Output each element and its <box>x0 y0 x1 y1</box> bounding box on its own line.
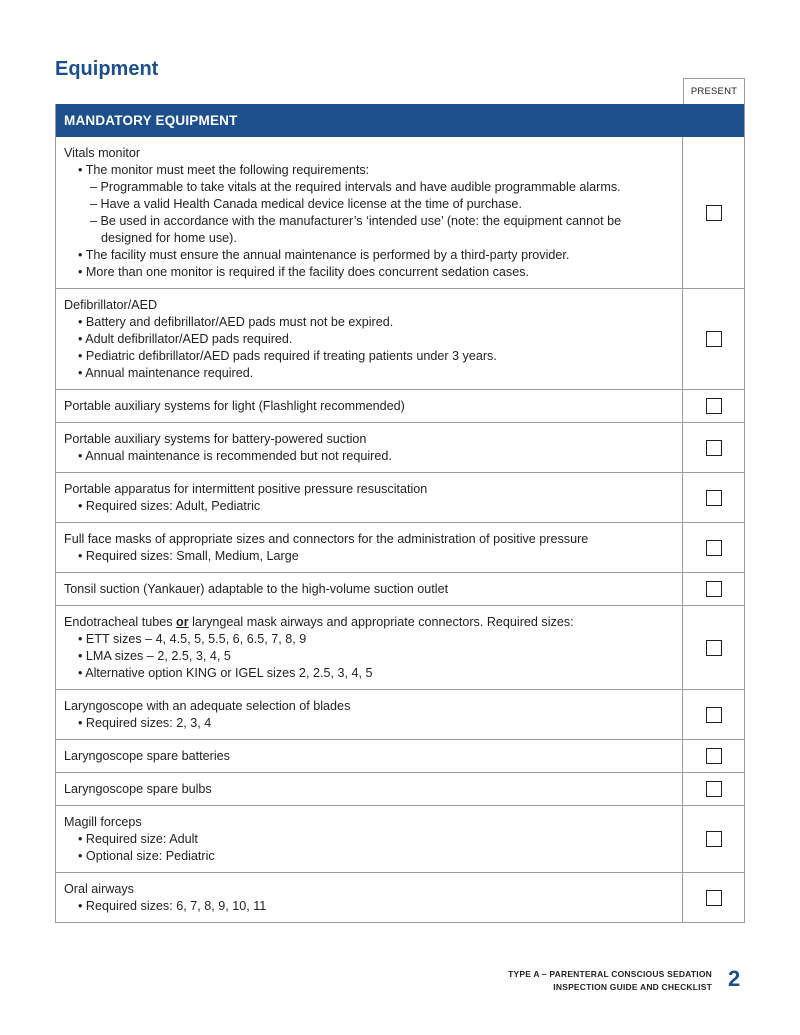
dash-marker: – <box>90 197 101 211</box>
footer-line-1: TYPE A – PARENTERAL CONSCIOUS SEDATION <box>508 969 712 979</box>
present-cell <box>683 690 744 739</box>
requirement-text: Alternative option KING or IGEL sizes 2, 2.5, 3, 4, 5 <box>85 666 373 680</box>
sub-requirement-text: Programmable to take vitals at the required intervals and have audible programmable alarms. <box>100 180 621 194</box>
present-cell <box>683 806 744 872</box>
equipment-item-title: Laryngoscope spare bulbs <box>64 782 212 796</box>
requirement-bullet <box>64 848 672 865</box>
sub-requirement <box>64 196 672 213</box>
equipment-item-title: Portable auxiliary systems for battery-powered suction <box>64 432 367 446</box>
requirement-text: More than one monitor is required if the facility does concurrent sedation cases. <box>85 265 530 279</box>
present-checkbox[interactable] <box>706 331 722 347</box>
equipment-item-title: Portable apparatus for intermittent positive pressure resuscitation <box>64 482 428 496</box>
requirement-text: Adult defibrillator/AED pads required. <box>85 332 293 346</box>
dash-marker: – <box>90 180 101 194</box>
bullet-marker: • <box>78 649 86 663</box>
present-cell <box>683 137 744 288</box>
equipment-rows <box>56 137 744 923</box>
equipment-row <box>56 873 744 923</box>
footer-line-2: INSPECTION GUIDE AND CHECKLIST <box>553 982 712 992</box>
requirement-text: Annual maintenance required. <box>85 366 254 380</box>
bullet-marker: • <box>78 248 86 262</box>
equipment-item-title: Oral airways <box>64 882 134 896</box>
equipment-row <box>56 740 744 773</box>
requirement-text: Pediatric defibrillator/AED pads required if treating patients under 3 years. <box>85 349 497 363</box>
requirement-bullet <box>64 898 672 915</box>
bullet-marker: • <box>78 832 86 846</box>
requirement-bullet <box>64 162 672 179</box>
present-checkbox[interactable] <box>706 707 722 723</box>
present-checkbox[interactable] <box>706 781 722 797</box>
bullet-marker: • <box>78 632 86 646</box>
bullet-marker: • <box>78 899 86 913</box>
equipment-row <box>56 473 744 523</box>
requirement-bullet <box>64 365 672 382</box>
present-cell <box>683 606 744 689</box>
requirement-bullet <box>64 548 672 565</box>
requirement-text: The monitor must meet the following requirements: <box>85 163 370 177</box>
equipment-item <box>56 773 683 805</box>
bullet-marker: • <box>78 666 86 680</box>
bullet-marker: • <box>78 315 86 329</box>
equipment-item <box>56 473 683 522</box>
requirement-text: Optional size: Pediatric <box>85 849 215 863</box>
bullet-marker: • <box>78 449 86 463</box>
bullet-marker: • <box>78 265 86 279</box>
requirement-text: Required sizes: 6, 7, 8, 9, 10, 11 <box>85 899 267 913</box>
present-cell <box>683 873 744 922</box>
present-cell <box>683 573 744 605</box>
requirement-text: Required sizes: Small, Medium, Large <box>85 549 299 563</box>
equipment-item <box>56 390 683 422</box>
present-checkbox[interactable] <box>706 540 722 556</box>
requirement-text: ETT sizes – 4, 4.5, 5, 5.5, 6, 6.5, 7, 8, 9 <box>85 632 307 646</box>
equipment-row <box>56 806 744 873</box>
equipment-item-title: Full face masks of appropriate sizes and connectors for the administration of positive pressure <box>64 532 589 546</box>
bullet-marker: • <box>78 349 86 363</box>
requirement-bullet <box>64 314 672 331</box>
present-cell <box>683 423 744 472</box>
requirement-bullet <box>64 665 672 682</box>
page-number: 2 <box>728 966 741 991</box>
present-checkbox[interactable] <box>706 831 722 847</box>
equipment-item-title: Defibrillator/AED <box>64 298 158 312</box>
page-title: Equipment <box>55 58 159 80</box>
present-checkbox[interactable] <box>706 890 722 906</box>
requirement-text: Battery and defibrillator/AED pads must not be expired. <box>85 315 394 329</box>
requirement-bullet <box>64 831 672 848</box>
present-cell <box>683 773 744 805</box>
requirement-bullet <box>64 448 672 465</box>
equipment-row <box>56 289 744 390</box>
requirement-text: LMA sizes – 2, 2.5, 3, 4, 5 <box>85 649 231 663</box>
present-checkbox[interactable] <box>706 205 722 221</box>
sub-requirement-text: Have a valid Health Canada medical device license at the time of purchase. <box>100 197 522 211</box>
present-checkbox[interactable] <box>706 640 722 656</box>
title-text: laryngeal mask airways and appropriate connectors. Required sizes: <box>188 615 574 629</box>
equipment-item <box>56 606 683 689</box>
bullet-marker: • <box>78 849 86 863</box>
requirement-bullet <box>64 247 672 264</box>
equipment-row <box>56 606 744 690</box>
title-text: Endotracheal tubes <box>64 615 177 629</box>
equipment-row <box>56 690 744 740</box>
equipment-item <box>56 740 683 772</box>
equipment-item <box>56 137 683 288</box>
sub-requirement <box>64 179 672 196</box>
section-header: MANDATORY EQUIPMENT <box>56 104 744 137</box>
present-cell <box>683 289 744 389</box>
equipment-item-title <box>64 614 672 631</box>
sub-requirement-text: Be used in accordance with the manufacturer’s ‘intended use’ (note: the equipment cannot be designed for home use). <box>100 214 622 245</box>
equipment-item <box>56 573 683 605</box>
requirement-bullet <box>64 331 672 348</box>
equipment-item <box>56 873 683 922</box>
present-checkbox[interactable] <box>706 398 722 414</box>
requirement-text: Required sizes: 2, 3, 4 <box>85 716 212 730</box>
present-checkbox[interactable] <box>706 748 722 764</box>
equipment-item <box>56 289 683 389</box>
requirement-bullet <box>64 264 672 281</box>
equipment-row <box>56 573 744 606</box>
present-cell <box>683 523 744 572</box>
equipment-item <box>56 806 683 872</box>
requirement-text: Annual maintenance is recommended but not required. <box>85 449 392 463</box>
bullet-marker: • <box>78 332 86 346</box>
present-checkbox[interactable] <box>706 440 722 456</box>
requirement-text: The facility must ensure the annual maintenance is performed by a third-party provider. <box>85 248 570 262</box>
present-column-header: PRESENT <box>683 78 745 104</box>
footer-text <box>508 968 712 994</box>
title-emphasis: or <box>176 615 189 629</box>
bullet-marker: • <box>78 549 86 563</box>
equipment-row <box>56 390 744 423</box>
equipment-item-title: Laryngoscope spare batteries <box>64 749 230 763</box>
equipment-item-title: Laryngoscope with an adequate selection of blades <box>64 699 351 713</box>
bullet-marker: • <box>78 716 86 730</box>
equipment-item <box>56 523 683 572</box>
equipment-row <box>56 423 744 473</box>
present-checkbox[interactable] <box>706 490 722 506</box>
equipment-item-title: Magill forceps <box>64 815 142 829</box>
present-cell <box>683 390 744 422</box>
equipment-item-title: Tonsil suction (Yankauer) adaptable to the high-volume suction outlet <box>64 582 449 596</box>
requirement-bullet <box>64 648 672 665</box>
present-cell <box>683 473 744 522</box>
bullet-marker: • <box>78 499 86 513</box>
sub-requirement <box>64 213 672 247</box>
bullet-marker: • <box>78 163 86 177</box>
requirement-text: Required size: Adult <box>85 832 198 846</box>
present-checkbox[interactable] <box>706 581 722 597</box>
equipment-item <box>56 423 683 472</box>
equipment-item-title: Vitals monitor <box>64 146 141 160</box>
equipment-item <box>56 690 683 739</box>
equipment-item-title: Portable auxiliary systems for light (Flashlight recommended) <box>64 399 405 413</box>
requirement-text: Required sizes: Adult, Pediatric <box>85 499 261 513</box>
equipment-row <box>56 773 744 806</box>
requirement-bullet <box>64 715 672 732</box>
requirement-bullet <box>64 631 672 648</box>
equipment-table <box>55 104 745 923</box>
dash-marker: – <box>90 214 101 228</box>
present-cell <box>683 740 744 772</box>
requirement-bullet <box>64 498 672 515</box>
equipment-row <box>56 523 744 573</box>
requirement-bullet <box>64 348 672 365</box>
bullet-marker: • <box>78 366 86 380</box>
equipment-row <box>56 137 744 289</box>
